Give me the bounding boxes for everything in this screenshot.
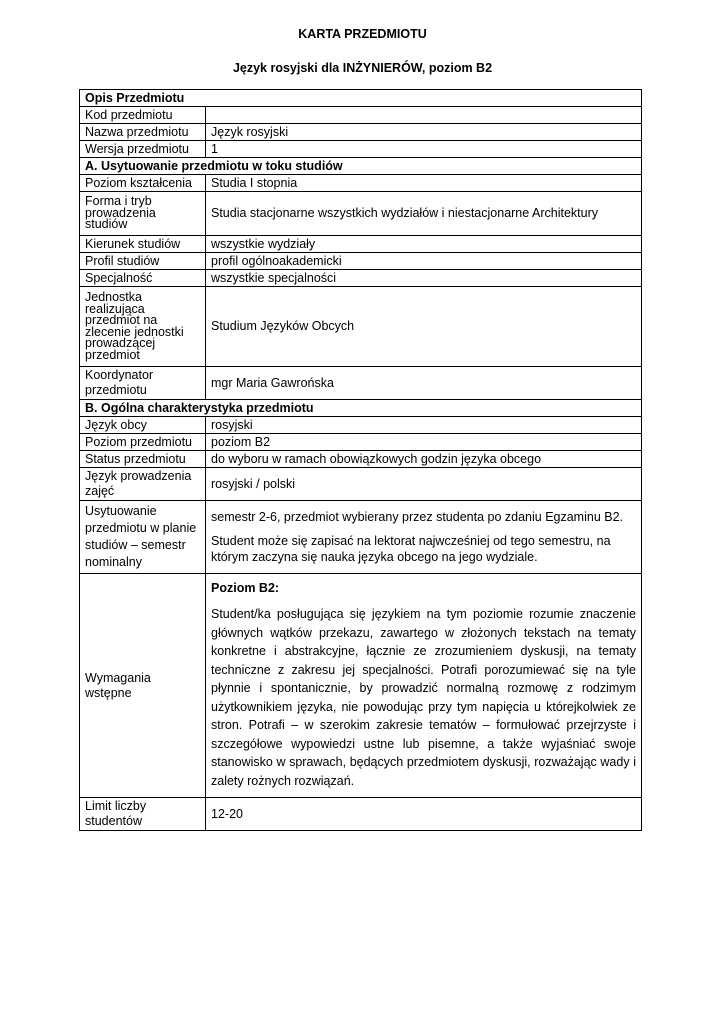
section-a-heading: A. Usytuowanie przedmiotu w toku studiów: [80, 158, 642, 175]
limit-label: Limit liczby studentów: [80, 798, 206, 831]
limit-value: 12-20: [206, 798, 642, 831]
forma-value: Studia stacjonarne wszystkich wydziałów i niestacjonarne Architektury: [206, 192, 642, 236]
jednostka-value: Studium Języków Obcych: [206, 287, 642, 367]
jezyk-prowadzenia-value: rosyjski / polski: [206, 468, 642, 501]
poziom-przedmiotu-value: poziom B2: [206, 434, 642, 451]
poziom-ksztalcenia-value: Studia I stopnia: [206, 175, 642, 192]
usytuowanie-zapis: Student może się zapisać na lektorat najwcześniej od tego semestru, na którym zaczyna się nauka języka obcego na jego wydziale.: [211, 533, 611, 564]
usytuowanie-label: Usytuowanie przedmiotu w planie studiów – semestr nominalny: [80, 501, 206, 574]
jednostka-label: Jednostka realizująca przedmiot na zlecenie jednostki prowadzącej przedmiot: [80, 287, 206, 367]
kod-label: Kod przedmiotu: [80, 107, 206, 124]
kierunek-value: wszystkie wydziały: [206, 236, 642, 253]
jezyk-obcy-value: rosyjski: [206, 417, 642, 434]
koordynator-label: Koordynator przedmiotu: [80, 367, 206, 400]
forma-label: Forma i tryb prowadzenia studiów: [80, 192, 206, 236]
course-title: Język rosyjski dla INŻYNIERÓW, poziom B2: [232, 61, 493, 75]
wymagania-label: Wymagania wstępne: [80, 574, 206, 798]
wymagania-text: Student/ka posługująca się językiem na tym poziomie rozumie znaczenie głównych wątków przekazu, zawartego w złożonych tekstach na tematy konkretne i abstrakcyjne, łącznie ze zrozumieniem dyskusji, na tematy techniczne z zakresu jej specjalności. Potrafi porozumiewać się na tyle płynnie i spontanicznie, by prowadzić normalną rozmowę z rodzimym użytkownikiem języka, nie powodując przy tym napięcia u którejkolwiek ze stron. Potrafi – w szerokim zakresie tematów – formułować przejrzyste i szczegółowe wypowiedzi ustne lub pisemne, a także wyjaśniać swoje stanowisko w sprawach, będących przedmiotem dyskusji, rozważając wady i zalety rożnych rozwiązań.: [211, 607, 636, 788]
jezyk-prowadzenia-label: Język prowadzenia zajęć: [80, 468, 206, 501]
jezyk-obcy-label: Język obcy: [80, 417, 206, 434]
status-value: do wyboru w ramach obowiązkowych godzin języka obcego: [206, 451, 642, 468]
wymagania-heading: Poziom B2:: [211, 581, 280, 595]
opis-heading: Opis Przedmiotu: [80, 90, 642, 107]
course-card-table: [79, 89, 642, 831]
profil-label: Profil studiów: [80, 253, 206, 270]
wymagania-value: [206, 574, 642, 798]
document-title: KARTA PRZEDMIOTU: [298, 27, 427, 41]
koordynator-value: mgr Maria Gawrońska: [206, 367, 642, 400]
usytuowanie-value: [206, 501, 642, 574]
section-b-heading: B. Ogólna charakterystyka przedmiotu: [80, 400, 642, 417]
kierunek-label: Kierunek studiów: [80, 236, 206, 253]
wersja-label: Wersja przedmiotu: [80, 141, 206, 158]
specjalnosc-value: wszystkie specjalności: [206, 270, 642, 287]
poziom-przedmiotu-label: Poziom przedmiotu: [80, 434, 206, 451]
nazwa-label: Nazwa przedmiotu: [80, 124, 206, 141]
wersja-value: 1: [206, 141, 642, 158]
usytuowanie-semestr: semestr 2-6, przedmiot wybierany przez studenta po zdaniu Egzaminu B2.: [211, 509, 624, 524]
specjalnosc-label: Specjalność: [80, 270, 206, 287]
kod-value: [206, 107, 642, 124]
nazwa-value: Język rosyjski: [206, 124, 642, 141]
poziom-ksztalcenia-label: Poziom kształcenia: [80, 175, 206, 192]
status-label: Status przedmiotu: [80, 451, 206, 468]
profil-value: profil ogólnoakademicki: [206, 253, 642, 270]
